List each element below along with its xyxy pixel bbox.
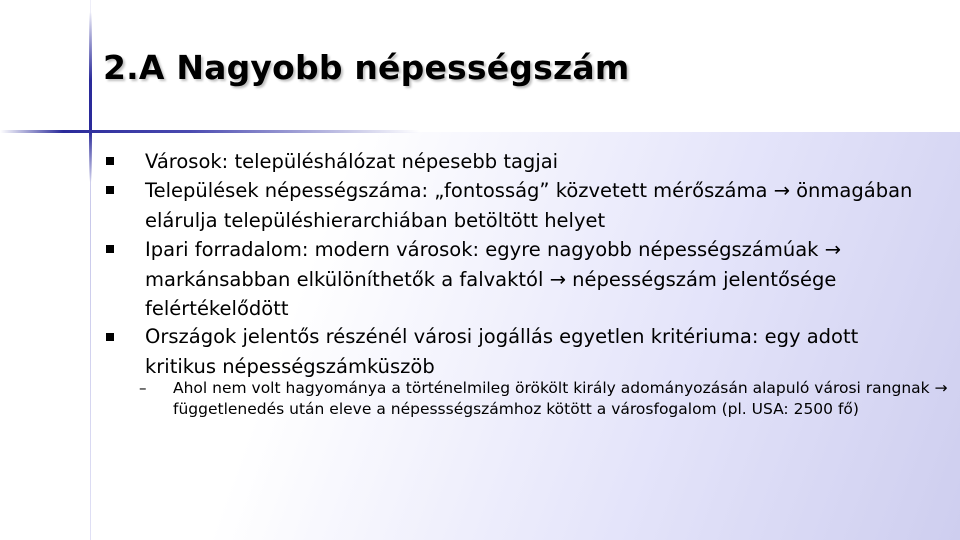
sub-bullet-marker: – xyxy=(139,379,147,397)
bullet-text: Városok: településhálózat népesebb tagjai xyxy=(145,150,559,173)
bullet-text: Ipari forradalom: modern városok: egyre nagyobb népességszámúak → markánsabban elkülöníthetők a falvaktól → népességszám jelentősége felértékelődött xyxy=(145,238,841,320)
slide-title: 2.A Nagyobb népességszám xyxy=(103,48,630,87)
bullet-marker xyxy=(106,157,114,165)
bullet-marker xyxy=(106,186,114,194)
bullet-marker xyxy=(106,245,114,253)
bullet-marker xyxy=(106,333,114,341)
vertical-accent-rule xyxy=(89,12,92,182)
bullet-text: Országok jelentős részénél városi jogállás egyetlen kritériuma: egy adott kritikus népességszámküszöb xyxy=(145,325,859,378)
horizontal-accent-rule xyxy=(0,130,420,133)
bullet-text: Települések népességszáma: „fontosság” közvetett mérőszáma → önmagában elárulja településhierarchiában betöltött helyet xyxy=(145,179,913,232)
sub-bullet-text: Ahol nem volt hagyománya a történelmileg örökölt király adományozásán alapuló városi rangnak → függetlenedés után eleve a népessségszámhoz kötött a városfogalom (pl. USA: 2500 fő) xyxy=(173,379,948,418)
